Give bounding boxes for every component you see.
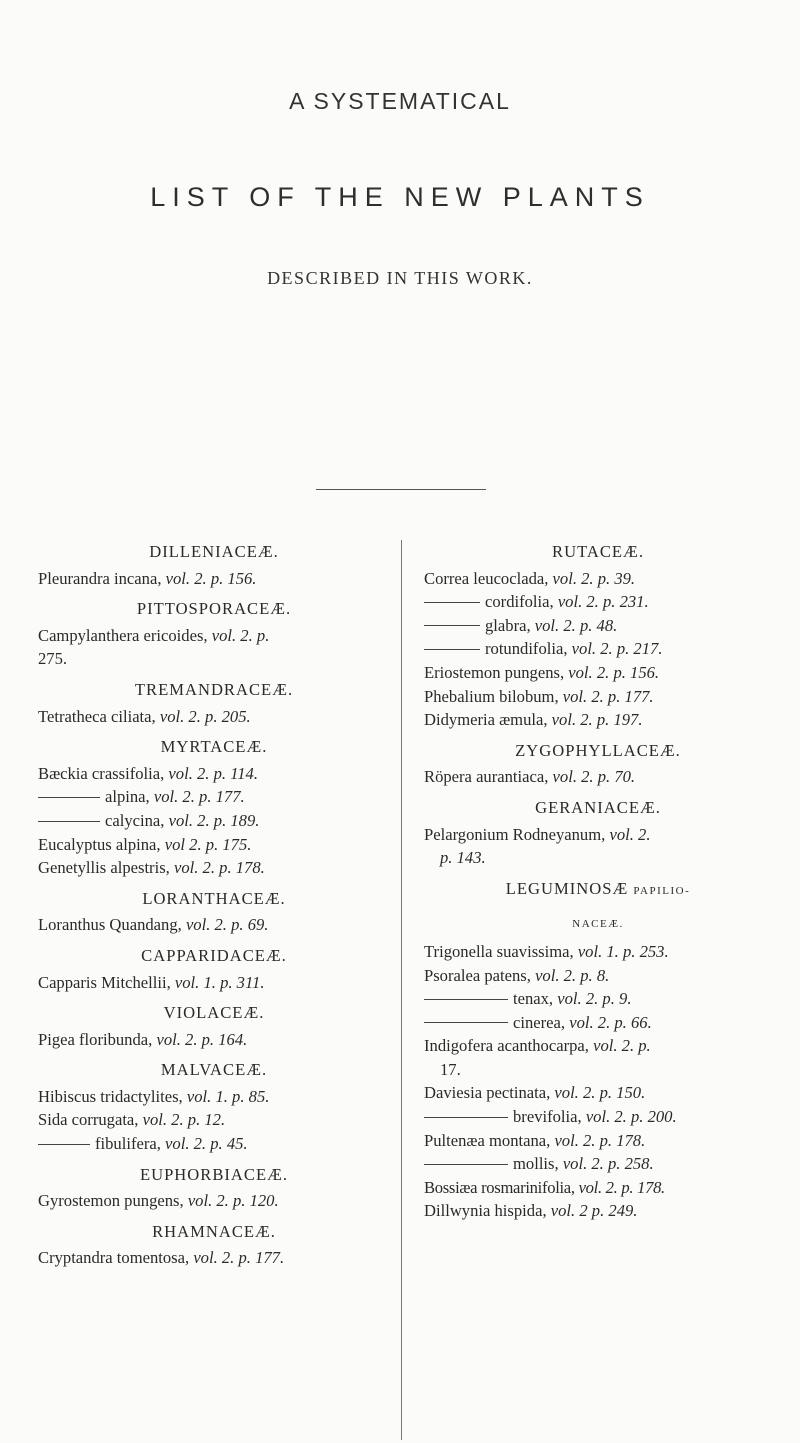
- species-entry-continuation: p. 143.: [440, 848, 486, 868]
- species-entry: fibulifera, vol. 2. p. 45.: [38, 1132, 390, 1156]
- title-line-1: A SYSTEMATICAL: [289, 88, 511, 114]
- family-heading: MALVACEÆ.: [160, 1060, 268, 1080]
- title-line-3: DESCRIBED IN THIS WORK.: [267, 268, 533, 288]
- species-entry: rotundifolia, vol. 2. p. 217.: [424, 637, 772, 661]
- family-heading: RHAMNACEÆ.: [152, 1221, 276, 1241]
- species-entry: Tetratheca ciliata, vol. 2. p. 205.: [38, 706, 251, 726]
- species-entry: Eriostemon pungens, vol. 2. p. 156.: [424, 662, 660, 682]
- family-heading: VIOLACEÆ.: [163, 1003, 265, 1023]
- species-entry: Pelargonium Rodneyanum, vol. 2.: [424, 824, 651, 844]
- title-line-2: LIST OF THE NEW PLANTS: [150, 182, 650, 212]
- species-entry: alpina, vol. 2. p. 177.: [38, 785, 390, 809]
- species-entry: Bæckia crassifolia, vol. 2. p. 114.: [38, 763, 258, 783]
- family-heading: CAPPARIDACEÆ.: [141, 945, 287, 965]
- family-heading: LEGUMINOSÆ PAPILIO-: [505, 878, 691, 898]
- family-heading: TREMANDRACEÆ.: [134, 679, 294, 699]
- ditto-dash: [424, 602, 480, 603]
- ditto-dash: [38, 1144, 90, 1145]
- family-heading: PITTOSPORACEÆ.: [136, 599, 292, 619]
- family-heading: DILLENIACEÆ.: [149, 542, 279, 561]
- family-heading: GERANIACEÆ.: [535, 797, 661, 817]
- species-entry: Eucalyptus alpina, vol 2. p. 175.: [38, 834, 252, 854]
- species-entry: mollis, vol. 2. p. 258.: [424, 1152, 772, 1176]
- ditto-dash: [38, 821, 100, 822]
- species-entry: glabra, vol. 2. p. 48.: [424, 614, 772, 638]
- species-entry: Correa leucoclada, vol. 2. p. 39.: [424, 568, 636, 588]
- species-entry: Capparis Mitchellii, vol. 1. p. 311.: [38, 972, 265, 992]
- ditto-dash: [424, 625, 480, 626]
- species-entry: cordifolia, vol. 2. p. 231.: [424, 590, 772, 614]
- ditto-dash: [424, 1164, 508, 1165]
- species-entry: calycina, vol. 2. p. 189.: [38, 809, 390, 833]
- species-entry: Campylanthera ericoides, vol. 2. p.: [38, 625, 270, 645]
- species-entry: Didymeria æmula, vol. 2. p. 197.: [424, 710, 643, 730]
- species-entry: Gyrostemon pungens, vol. 2. p. 120.: [38, 1191, 279, 1211]
- family-heading: EUPHORBIACEÆ.: [139, 1164, 289, 1184]
- species-entry: Pultenæa montana, vol. 2. p. 178.: [424, 1130, 646, 1150]
- species-entry: Pleurandra incana, vol. 2. p. 156.: [38, 568, 257, 588]
- family-heading: MYRTACEÆ.: [160, 737, 268, 757]
- species-entry: cinerea, vol. 2. p. 66.: [424, 1011, 772, 1035]
- species-entry-continuation: 275.: [38, 649, 68, 669]
- species-entry: Hibiscus tridactylites, vol. 1. p. 85.: [38, 1086, 270, 1106]
- ditto-dash: [424, 999, 508, 1000]
- species-entry: brevifolia, vol. 2. p. 200.: [424, 1105, 772, 1129]
- title-divider: [316, 489, 486, 490]
- species-entry: Psoralea patens, vol. 2. p. 8.: [424, 965, 610, 985]
- family-heading: RUTACEÆ.: [552, 542, 644, 561]
- species-entry: Indigofera acanthocarpa, vol. 2. p.: [424, 1036, 651, 1056]
- species-entry: Daviesia pectinata, vol. 2. p. 150.: [424, 1083, 646, 1103]
- family-heading: LORANTHACEÆ.: [142, 888, 286, 908]
- species-entry: Loranthus Quandang, vol. 2. p. 69.: [38, 915, 269, 935]
- species-entry: Cryptandra tomentosa, vol. 2. p. 177.: [38, 1248, 285, 1268]
- species-entry: Bossiæa rosmarinifolia, vol. 2. p. 178.: [424, 1177, 665, 1197]
- family-heading-continuation: NACEÆ.: [572, 918, 624, 931]
- column-divider: [401, 540, 402, 1440]
- ditto-dash: [38, 797, 100, 798]
- right-column: [424, 540, 772, 1223]
- ditto-dash: [424, 649, 480, 650]
- species-entry: Genetyllis alpestris, vol. 2. p. 178.: [38, 858, 265, 878]
- ditto-dash: [424, 1117, 508, 1118]
- species-entry: Phebalium bilobum, vol. 2. p. 177.: [424, 686, 654, 706]
- species-entry: Röpera aurantiaca, vol. 2. p. 70.: [424, 767, 636, 787]
- ditto-dash: [424, 1022, 508, 1023]
- species-entry: Pigea floribunda, vol. 2. p. 164.: [38, 1029, 248, 1049]
- species-entry: tenax, vol. 2. p. 9.: [424, 987, 772, 1011]
- species-entry: Sida corrugata, vol. 2. p. 12.: [38, 1110, 226, 1130]
- species-entry-continuation: 17.: [440, 1059, 461, 1079]
- species-entry: Dillwynia hispida, vol. 2 p. 249.: [424, 1201, 638, 1221]
- family-heading: ZYGOPHYLLACEÆ.: [515, 740, 681, 760]
- species-entry: Trigonella suavissima, vol. 1. p. 253.: [424, 941, 669, 961]
- left-column: [38, 540, 390, 1270]
